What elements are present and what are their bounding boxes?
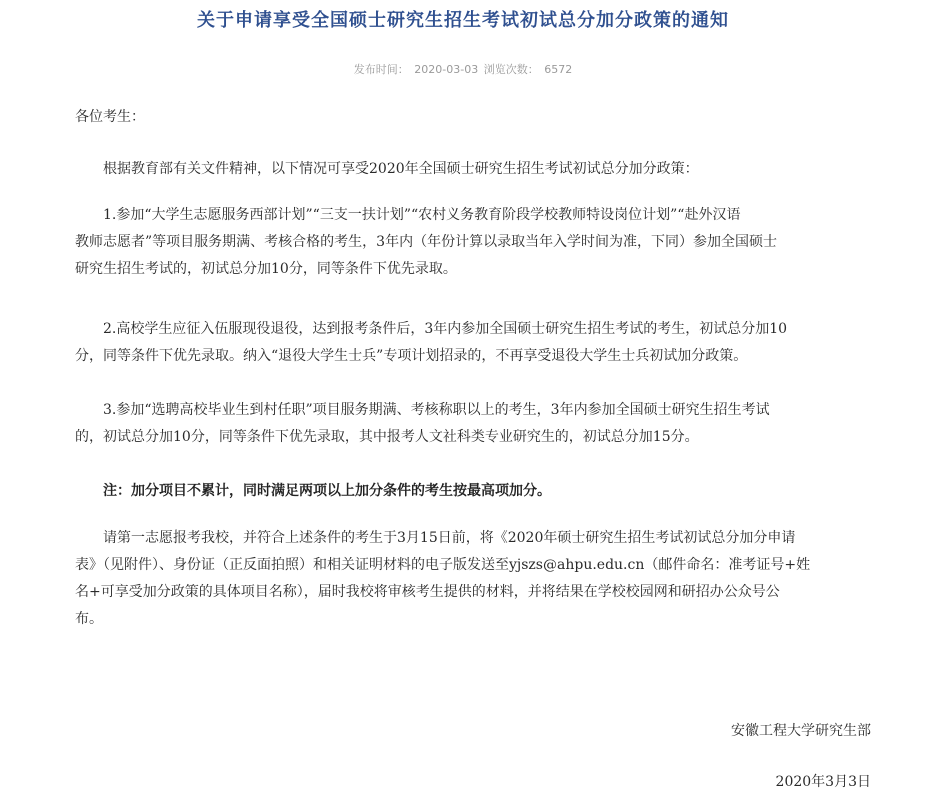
instructions-line: 名+可享受加分政策的具体项目名称），届时我校将审核考生提供的材料，并将结果在学校校园网和研招办公众号公 [75, 584, 780, 600]
instructions-paragraph [75, 525, 880, 633]
note-text: 注：加分项目不累计，同时满足两项以上加分条件的考生按最高项加分。 [103, 483, 551, 499]
intro-paragraph [75, 156, 880, 183]
views-count: 6572 [544, 63, 573, 76]
publish-date: 2020-03-03 [414, 63, 479, 76]
item-1-line: 研究生招生考试的，初试总分加10分，同等条件下优先录取。 [75, 261, 457, 277]
item-3-line: 3.参加“选聘高校毕业生到村任职”项目服务期满、考核称职以上的考生，3年内参加全国硕士研究生招生考试 [103, 402, 770, 418]
article-meta [0, 61, 926, 77]
publish-label: 发布时间： [353, 63, 409, 76]
signature: 安徽工程大学研究生部 [731, 723, 871, 739]
item-1-line: 1.参加“大学生志愿服务西部计划”“三支一扶计划”“农村义务教育阶段学校教师特设岗位计划”“赴外汉语 [103, 207, 741, 223]
item-2-paragraph [75, 316, 880, 370]
note-paragraph [75, 478, 880, 505]
salutation-text: 各位考生： [75, 109, 145, 125]
salutation [75, 104, 880, 131]
views-label: 浏览次数： [483, 63, 539, 76]
instructions-line: 请第一志愿报考我校，并符合上述条件的考生于3月15日前，将《2020年硕士研究生招生考试初试总分加分申请 [103, 530, 796, 546]
article-title: 关于申请享受全国硕士研究生招生考试初试总分加分政策的通知 [197, 10, 729, 31]
item-1-paragraph [75, 202, 880, 283]
signature-date: 2020年3月3日 [775, 774, 871, 790]
item-1-line: 教师志愿者”等项目服务期满、考核合格的考生，3年内（年份计算以录取当年入学时间为准，下同）参加全国硕士 [75, 234, 778, 250]
instructions-line: 表》（见附件）、身份证（正反面拍照）和相关证明材料的电子版发送至yjszs@ahpu.edu.cn（邮件命名：准考证号+姓 [75, 557, 811, 573]
instructions-line: 布。 [75, 611, 103, 627]
intro-text: 根据教育部有关文件精神，以下情况可享受2020年全国硕士研究生招生考试初试总分加分政策： [103, 161, 699, 177]
item-3-paragraph [75, 397, 880, 451]
item-2-line: 分，同等条件下优先录取。纳入“退役大学生士兵”专项计划招录的，不再享受退役大学生士兵初试加分政策。 [75, 348, 748, 364]
item-3-line: 的，初试总分加10分，同等条件下优先录取，其中报考人文社科类专业研究生的，初试总分加15分。 [75, 429, 699, 445]
item-2-line: 2.高校学生应征入伍服现役退役，达到报考条件后，3年内参加全国硕士研究生招生考试的考生，初试总分加10 [103, 321, 788, 337]
